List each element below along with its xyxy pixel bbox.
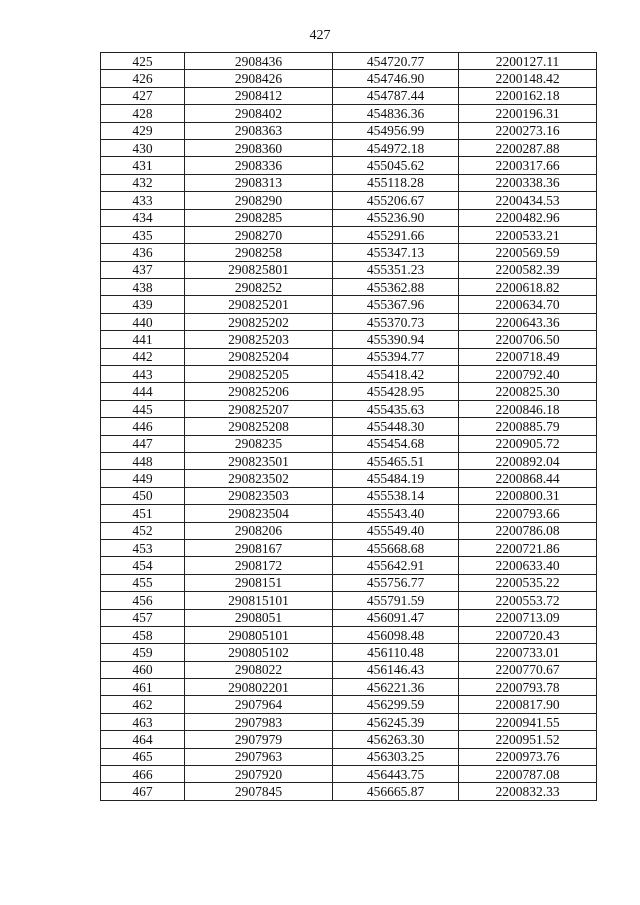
table-row — [101, 487, 597, 504]
table-row — [101, 505, 597, 522]
point-id-cell: 2908235 — [185, 435, 333, 452]
y-coordinate-cell: 2200941.55 — [459, 713, 597, 730]
y-coordinate-cell: 2200905.72 — [459, 435, 597, 452]
point-id-cell: 290805102 — [185, 644, 333, 661]
point-index-cell: 457 — [101, 609, 185, 626]
point-index-cell: 464 — [101, 731, 185, 748]
point-id-cell: 290825202 — [185, 313, 333, 330]
y-coordinate-cell: 2200287.88 — [459, 139, 597, 156]
point-index-cell: 466 — [101, 766, 185, 783]
point-index-cell: 437 — [101, 261, 185, 278]
table-row — [101, 87, 597, 104]
table-row — [101, 53, 597, 70]
point-index-cell: 430 — [101, 139, 185, 156]
point-index-cell: 443 — [101, 366, 185, 383]
point-id-cell: 290825207 — [185, 400, 333, 417]
point-id-cell: 2907963 — [185, 748, 333, 765]
point-id-cell: 290823504 — [185, 505, 333, 522]
point-index-cell: 454 — [101, 557, 185, 574]
y-coordinate-cell: 2200643.36 — [459, 313, 597, 330]
table-row — [101, 748, 597, 765]
table-row — [101, 192, 597, 209]
x-coordinate-cell: 454746.90 — [333, 70, 459, 87]
x-coordinate-cell: 454787.44 — [333, 87, 459, 104]
x-coordinate-cell: 455291.66 — [333, 226, 459, 243]
y-coordinate-cell: 2200832.33 — [459, 783, 597, 800]
point-id-cell: 2908426 — [185, 70, 333, 87]
y-coordinate-cell: 2200885.79 — [459, 418, 597, 435]
point-index-cell: 462 — [101, 696, 185, 713]
point-id-cell: 2907983 — [185, 713, 333, 730]
y-coordinate-cell: 2200582.39 — [459, 261, 597, 278]
x-coordinate-cell: 455347.13 — [333, 244, 459, 261]
point-index-cell: 428 — [101, 105, 185, 122]
x-coordinate-cell: 455370.73 — [333, 313, 459, 330]
point-index-cell: 446 — [101, 418, 185, 435]
point-index-cell: 431 — [101, 157, 185, 174]
y-coordinate-cell: 2200792.40 — [459, 366, 597, 383]
point-id-cell: 2907920 — [185, 766, 333, 783]
point-id-cell: 2908360 — [185, 139, 333, 156]
point-id-cell: 290825205 — [185, 366, 333, 383]
x-coordinate-cell: 455484.19 — [333, 470, 459, 487]
y-coordinate-cell: 2200553.72 — [459, 592, 597, 609]
x-coordinate-cell: 455538.14 — [333, 487, 459, 504]
table-row — [101, 331, 597, 348]
point-id-cell: 2907964 — [185, 696, 333, 713]
point-index-cell: 436 — [101, 244, 185, 261]
table-row — [101, 626, 597, 643]
point-id-cell: 290802201 — [185, 679, 333, 696]
point-id-cell: 2908270 — [185, 226, 333, 243]
y-coordinate-cell: 2200535.22 — [459, 574, 597, 591]
point-index-cell: 463 — [101, 713, 185, 730]
y-coordinate-cell: 2200846.18 — [459, 400, 597, 417]
x-coordinate-cell: 456098.48 — [333, 626, 459, 643]
x-coordinate-cell: 455367.96 — [333, 296, 459, 313]
table-row — [101, 557, 597, 574]
table-row — [101, 383, 597, 400]
x-coordinate-cell: 455642.91 — [333, 557, 459, 574]
y-coordinate-cell: 2200868.44 — [459, 470, 597, 487]
point-id-cell: 290823503 — [185, 487, 333, 504]
x-coordinate-cell: 455206.67 — [333, 192, 459, 209]
table-row — [101, 261, 597, 278]
point-index-cell: 445 — [101, 400, 185, 417]
x-coordinate-cell: 456091.47 — [333, 609, 459, 626]
table-body — [101, 53, 597, 801]
y-coordinate-cell: 2200793.78 — [459, 679, 597, 696]
coordinates-table — [100, 52, 597, 801]
table-row — [101, 470, 597, 487]
x-coordinate-cell: 455362.88 — [333, 279, 459, 296]
y-coordinate-cell: 2200162.18 — [459, 87, 597, 104]
point-id-cell: 290823502 — [185, 470, 333, 487]
x-coordinate-cell: 456303.25 — [333, 748, 459, 765]
point-index-cell: 439 — [101, 296, 185, 313]
point-id-cell: 2908022 — [185, 661, 333, 678]
point-id-cell: 290825801 — [185, 261, 333, 278]
point-id-cell: 2908290 — [185, 192, 333, 209]
y-coordinate-cell: 2200127.11 — [459, 53, 597, 70]
point-id-cell: 290825208 — [185, 418, 333, 435]
y-coordinate-cell: 2200793.66 — [459, 505, 597, 522]
x-coordinate-cell: 456245.39 — [333, 713, 459, 730]
y-coordinate-cell: 2200718.49 — [459, 348, 597, 365]
point-index-cell: 450 — [101, 487, 185, 504]
point-index-cell: 459 — [101, 644, 185, 661]
table-row — [101, 574, 597, 591]
x-coordinate-cell: 455791.59 — [333, 592, 459, 609]
point-id-cell: 290825204 — [185, 348, 333, 365]
table-row — [101, 226, 597, 243]
point-id-cell: 2908167 — [185, 539, 333, 556]
point-index-cell: 435 — [101, 226, 185, 243]
x-coordinate-cell: 455236.90 — [333, 209, 459, 226]
table-row — [101, 418, 597, 435]
table-row — [101, 279, 597, 296]
table-row — [101, 435, 597, 452]
y-coordinate-cell: 2200825.30 — [459, 383, 597, 400]
point-index-cell: 426 — [101, 70, 185, 87]
point-index-cell: 432 — [101, 174, 185, 191]
table-row — [101, 174, 597, 191]
y-coordinate-cell: 2200148.42 — [459, 70, 597, 87]
point-index-cell: 440 — [101, 313, 185, 330]
point-id-cell: 2908336 — [185, 157, 333, 174]
y-coordinate-cell: 2200338.36 — [459, 174, 597, 191]
y-coordinate-cell: 2200713.09 — [459, 609, 597, 626]
table-row — [101, 70, 597, 87]
x-coordinate-cell: 455543.40 — [333, 505, 459, 522]
table-row — [101, 644, 597, 661]
point-id-cell: 2907845 — [185, 783, 333, 800]
point-index-cell: 460 — [101, 661, 185, 678]
x-coordinate-cell: 455756.77 — [333, 574, 459, 591]
x-coordinate-cell: 455668.68 — [333, 539, 459, 556]
x-coordinate-cell: 455418.42 — [333, 366, 459, 383]
point-id-cell: 290815101 — [185, 592, 333, 609]
point-index-cell: 456 — [101, 592, 185, 609]
y-coordinate-cell: 2200817.90 — [459, 696, 597, 713]
y-coordinate-cell: 2200721.86 — [459, 539, 597, 556]
table-row — [101, 366, 597, 383]
x-coordinate-cell: 456110.48 — [333, 644, 459, 661]
table-row — [101, 122, 597, 139]
x-coordinate-cell: 455390.94 — [333, 331, 459, 348]
table-row — [101, 783, 597, 800]
point-id-cell: 2908172 — [185, 557, 333, 574]
y-coordinate-cell: 2200434.53 — [459, 192, 597, 209]
table-row — [101, 400, 597, 417]
point-index-cell: 453 — [101, 539, 185, 556]
point-index-cell: 451 — [101, 505, 185, 522]
table-row — [101, 313, 597, 330]
point-index-cell: 429 — [101, 122, 185, 139]
table-row — [101, 452, 597, 469]
y-coordinate-cell: 2200786.08 — [459, 522, 597, 539]
point-id-cell: 2908252 — [185, 279, 333, 296]
table-row — [101, 609, 597, 626]
point-index-cell: 444 — [101, 383, 185, 400]
point-id-cell: 2908412 — [185, 87, 333, 104]
y-coordinate-cell: 2200800.31 — [459, 487, 597, 504]
point-id-cell: 2908206 — [185, 522, 333, 539]
point-id-cell: 2908363 — [185, 122, 333, 139]
x-coordinate-cell: 454956.99 — [333, 122, 459, 139]
point-index-cell: 458 — [101, 626, 185, 643]
y-coordinate-cell: 2200720.43 — [459, 626, 597, 643]
y-coordinate-cell: 2200892.04 — [459, 452, 597, 469]
point-index-cell: 452 — [101, 522, 185, 539]
x-coordinate-cell: 456221.36 — [333, 679, 459, 696]
point-index-cell: 441 — [101, 331, 185, 348]
point-id-cell: 290805101 — [185, 626, 333, 643]
point-index-cell: 427 — [101, 87, 185, 104]
point-id-cell: 290825203 — [185, 331, 333, 348]
point-index-cell: 467 — [101, 783, 185, 800]
point-id-cell: 290825201 — [185, 296, 333, 313]
point-index-cell: 447 — [101, 435, 185, 452]
y-coordinate-cell: 2200317.66 — [459, 157, 597, 174]
point-id-cell: 2908051 — [185, 609, 333, 626]
table-row — [101, 539, 597, 556]
x-coordinate-cell: 455118.28 — [333, 174, 459, 191]
table-row — [101, 713, 597, 730]
x-coordinate-cell: 456443.75 — [333, 766, 459, 783]
y-coordinate-cell: 2200196.31 — [459, 105, 597, 122]
table-row — [101, 661, 597, 678]
point-index-cell: 425 — [101, 53, 185, 70]
x-coordinate-cell: 455351.23 — [333, 261, 459, 278]
x-coordinate-cell: 456263.30 — [333, 731, 459, 748]
table-row — [101, 696, 597, 713]
point-index-cell: 433 — [101, 192, 185, 209]
y-coordinate-cell: 2200633.40 — [459, 557, 597, 574]
page-number: 427 — [309, 28, 331, 43]
y-coordinate-cell: 2200618.82 — [459, 279, 597, 296]
table-row — [101, 296, 597, 313]
point-id-cell: 290825206 — [185, 383, 333, 400]
x-coordinate-cell: 455394.77 — [333, 348, 459, 365]
table-row — [101, 522, 597, 539]
point-index-cell: 455 — [101, 574, 185, 591]
point-id-cell: 290823501 — [185, 452, 333, 469]
y-coordinate-cell: 2200770.67 — [459, 661, 597, 678]
x-coordinate-cell: 454836.36 — [333, 105, 459, 122]
x-coordinate-cell: 455435.63 — [333, 400, 459, 417]
x-coordinate-cell: 455549.40 — [333, 522, 459, 539]
point-index-cell: 438 — [101, 279, 185, 296]
x-coordinate-cell: 454972.18 — [333, 139, 459, 156]
point-index-cell: 465 — [101, 748, 185, 765]
y-coordinate-cell: 2200973.76 — [459, 748, 597, 765]
point-id-cell: 2908151 — [185, 574, 333, 591]
point-id-cell: 2908313 — [185, 174, 333, 191]
point-index-cell: 448 — [101, 452, 185, 469]
x-coordinate-cell: 455428.95 — [333, 383, 459, 400]
point-index-cell: 449 — [101, 470, 185, 487]
y-coordinate-cell: 2200706.50 — [459, 331, 597, 348]
point-id-cell: 2908285 — [185, 209, 333, 226]
table-row — [101, 679, 597, 696]
x-coordinate-cell: 455045.62 — [333, 157, 459, 174]
point-id-cell: 2908436 — [185, 53, 333, 70]
point-index-cell: 442 — [101, 348, 185, 365]
y-coordinate-cell: 2200733.01 — [459, 644, 597, 661]
table-row — [101, 731, 597, 748]
point-id-cell: 2907979 — [185, 731, 333, 748]
point-id-cell: 2908402 — [185, 105, 333, 122]
x-coordinate-cell: 456665.87 — [333, 783, 459, 800]
x-coordinate-cell: 455465.51 — [333, 452, 459, 469]
x-coordinate-cell: 456146.43 — [333, 661, 459, 678]
table-row — [101, 209, 597, 226]
table-row — [101, 592, 597, 609]
table-row — [101, 766, 597, 783]
y-coordinate-cell: 2200569.59 — [459, 244, 597, 261]
y-coordinate-cell: 2200533.21 — [459, 226, 597, 243]
y-coordinate-cell: 2200951.52 — [459, 731, 597, 748]
x-coordinate-cell: 455454.68 — [333, 435, 459, 452]
y-coordinate-cell: 2200634.70 — [459, 296, 597, 313]
table-row — [101, 139, 597, 156]
point-index-cell: 461 — [101, 679, 185, 696]
table-row — [101, 105, 597, 122]
x-coordinate-cell: 455448.30 — [333, 418, 459, 435]
point-id-cell: 2908258 — [185, 244, 333, 261]
y-coordinate-cell: 2200787.08 — [459, 766, 597, 783]
x-coordinate-cell: 454720.77 — [333, 53, 459, 70]
x-coordinate-cell: 456299.59 — [333, 696, 459, 713]
y-coordinate-cell: 2200273.16 — [459, 122, 597, 139]
table-row — [101, 157, 597, 174]
point-index-cell: 434 — [101, 209, 185, 226]
table-row — [101, 348, 597, 365]
table-row — [101, 244, 597, 261]
y-coordinate-cell: 2200482.96 — [459, 209, 597, 226]
